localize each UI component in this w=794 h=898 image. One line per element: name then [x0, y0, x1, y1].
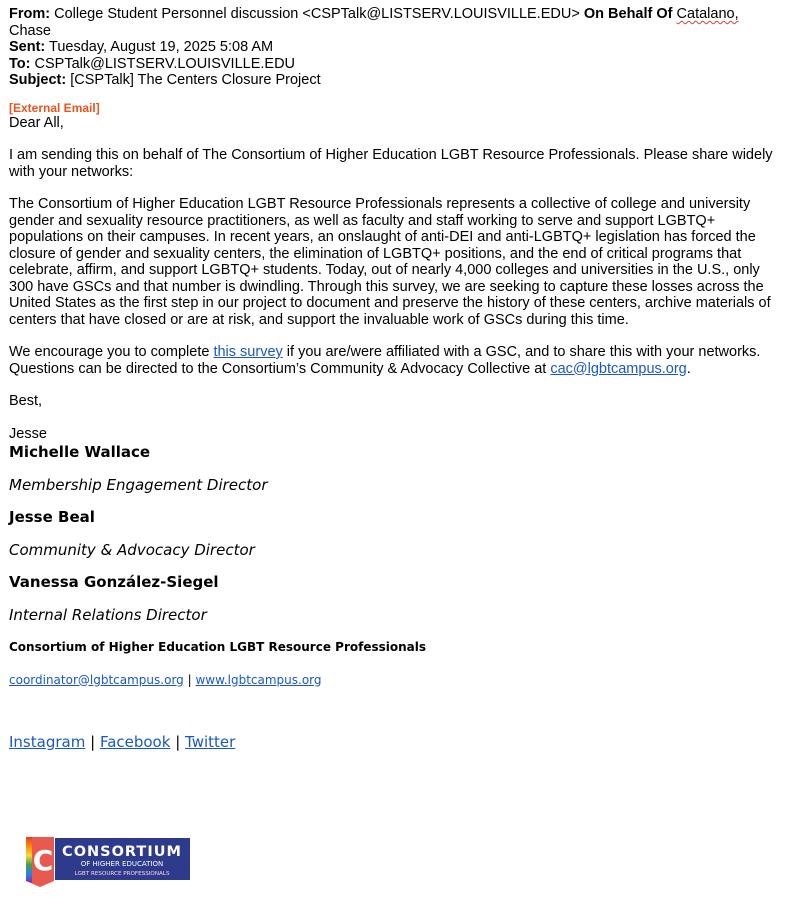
logo-line-2: OF HIGHER EDUCATION	[80, 860, 164, 868]
subject-line	[9, 72, 785, 89]
social-separator: |	[90, 733, 96, 751]
link-separator: |	[187, 672, 192, 687]
signature-title-2: Community & Advocacy Director	[9, 540, 255, 559]
coordinator-email-link[interactable]: coordinator@lgbtcampus.org	[9, 672, 184, 687]
signature-title-3: Internal Relations Director	[9, 605, 207, 624]
to-line	[9, 56, 785, 73]
sent-label: Sent:	[9, 39, 46, 55]
logo-rainbow-stripe	[26, 837, 32, 883]
sent-value: Tuesday, August 19, 2025 5:08 AM	[49, 39, 274, 55]
subject-value: [CSPTalk] The Centers Closure Project	[70, 72, 321, 88]
body-paragraph: The Consortium of Higher Education LGBT Resource Professionals represents a collective of college and university gender and sexuality resource practitioners, as well as faculty and staff working to serve and support LGBTQ+ populations on their campuses. In recent years, an onslaught of anti-DEI and anti-LGBTQ+ legislation has forced the closure of gender and sexuality centers, the elimination of LGBTQ+ positions, and the end of critical programs that celebrate, affirm, and support LGBTQ+ students. Today, out of nearly 4,000 colleges and universities in the U.S., only 300 have GSCs and that number is dwindling. Through this survey, we are seeking to capture these losses across the United States as the first step in our project to document and preserve the history of these centers, archive materials of centers that have closed or are at risk, and support the invaluable work of GSCs during this time.	[9, 196, 771, 328]
twitter-link[interactable]: Twitter	[185, 733, 236, 751]
social-links	[9, 734, 785, 751]
on-behalf-surname: Catalano,	[676, 6, 739, 22]
signature	[9, 444, 785, 751]
greeting: Dear All,	[9, 114, 64, 131]
to-value: CSPTalk@LISTSERV.LOUISVILLE.EDU	[34, 55, 296, 72]
on-behalf-label: On Behalf Of	[583, 6, 673, 22]
social-separator: |	[175, 733, 181, 751]
signature-links	[9, 672, 785, 689]
on-behalf-given: Chase	[9, 22, 51, 39]
from-label: From:	[9, 6, 51, 22]
request-paragraph	[9, 344, 785, 377]
from-line	[9, 6, 785, 39]
to-label: To:	[9, 55, 31, 72]
request-text-end: .	[686, 360, 691, 377]
closing: Best,	[9, 393, 43, 409]
signature-name-1: Michelle Wallace	[9, 443, 151, 461]
from-value: College Student Personnel discussion <CSPTalk@LISTSERV.LOUISVILLE.EDU>	[54, 6, 580, 22]
signature-name-2: Jesse Beal	[9, 508, 95, 526]
facebook-link[interactable]: Facebook	[99, 733, 171, 751]
sender-name: Jesse	[9, 425, 47, 442]
instagram-link[interactable]: Instagram	[9, 733, 86, 751]
logo-letter: C	[32, 844, 54, 877]
sent-line	[9, 39, 785, 56]
external-email-tag: [External Email]	[9, 100, 100, 115]
logo-word: CONSORTIUM	[62, 844, 182, 860]
intro-paragraph: I am sending this on behalf of The Consortium of Higher Education LGBT Resource Professionals. Please share widely with your networks:	[9, 147, 773, 180]
email-message	[9, 6, 785, 751]
website-link[interactable]: www.lgbtcampus.org	[195, 672, 322, 687]
request-text-start: We encourage you to complete	[9, 344, 214, 360]
logo-line-3: LGBT RESOURCE PROFESSIONALS	[74, 871, 170, 877]
request-text-mid: if you are/were affiliated with a GSC, and to share this with your networks. Questions can be directed to the Consortium’s Community & Advocacy Collective at	[9, 344, 761, 377]
subject-label: Subject:	[9, 72, 67, 88]
cac-email-link[interactable]: cac@lgbtcampus.org	[550, 360, 687, 377]
consortium-logo	[24, 835, 192, 889]
email-header	[9, 6, 785, 89]
signature-name-3: Vanessa González-Siegel	[9, 573, 219, 591]
signature-title-1: Membership Engagement Director	[9, 475, 268, 494]
survey-link[interactable]: this survey	[213, 344, 283, 360]
signature-org: Consortium of Higher Education LGBT Resource Professionals	[9, 640, 427, 654]
